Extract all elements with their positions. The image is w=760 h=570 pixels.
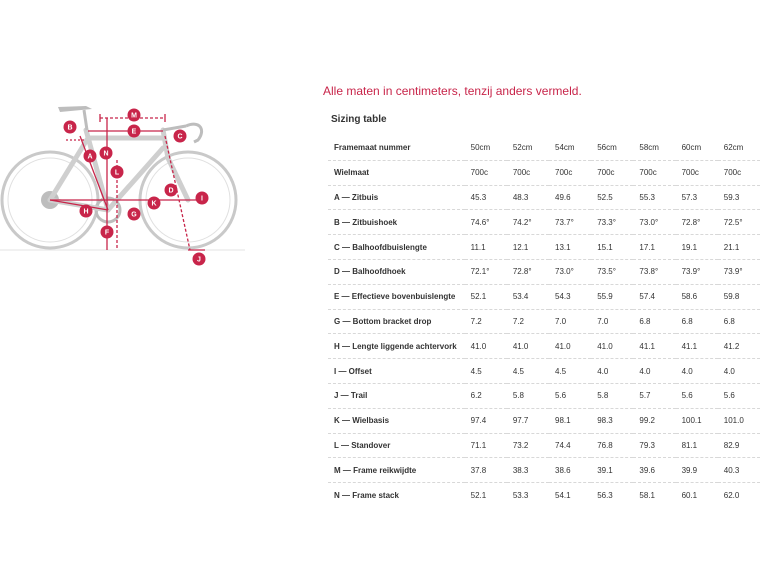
row-value: 54.3	[549, 284, 591, 309]
row-label: Wielmaat	[328, 160, 465, 185]
table-row	[328, 383, 760, 408]
row-value: 41.0	[549, 334, 591, 359]
row-label: K — Wielbasis	[328, 408, 465, 433]
row-value: 73.2	[507, 433, 549, 458]
row-value: 13.1	[549, 235, 591, 260]
row-value: 71.1	[465, 433, 507, 458]
row-value: 52.1	[465, 284, 507, 309]
row-value: 53.3	[507, 483, 549, 507]
row-value: 5.6	[718, 383, 760, 408]
row-value: 74.4	[549, 433, 591, 458]
seatpost	[84, 110, 87, 130]
row-value: 700c	[465, 160, 507, 185]
row-value: 5.8	[507, 383, 549, 408]
row-value: 19.1	[676, 235, 718, 260]
marker-h	[80, 205, 93, 218]
svg-text:F: F	[104, 229, 110, 237]
row-label: L — Standover	[328, 433, 465, 458]
row-value: 74.2°	[507, 210, 549, 235]
table-row	[328, 284, 760, 309]
row-value: 4.5	[549, 359, 591, 384]
row-value: 4.0	[676, 359, 718, 384]
table-header-row	[328, 136, 760, 160]
bike-geometry-diagram	[0, 100, 245, 270]
marker-n	[100, 147, 113, 160]
row-value: 41.1	[633, 334, 675, 359]
row-value: 40.3	[718, 458, 760, 483]
row-value: 98.1	[549, 408, 591, 433]
row-value: 700c	[591, 160, 633, 185]
row-value: 21.1	[718, 235, 760, 260]
row-value: 97.4	[465, 408, 507, 433]
row-value: 100.1	[676, 408, 718, 433]
sizing-table	[328, 136, 760, 507]
svg-text:B: B	[67, 124, 73, 132]
row-value: 72.8°	[676, 210, 718, 235]
row-value: 76.8	[591, 433, 633, 458]
row-value: 700c	[633, 160, 675, 185]
row-value: 55.9	[591, 284, 633, 309]
row-value: 39.1	[591, 458, 633, 483]
table-row	[328, 359, 760, 384]
row-value: 81.1	[676, 433, 718, 458]
row-value: 73.3°	[591, 210, 633, 235]
row-value: 41.2	[718, 334, 760, 359]
row-value: 4.0	[718, 359, 760, 384]
row-value: 6.8	[633, 309, 675, 334]
marker-g	[128, 208, 141, 221]
row-value: 72.8°	[507, 259, 549, 284]
table-row	[328, 160, 760, 185]
row-value: 54.1	[549, 483, 591, 507]
row-value: 57.3	[676, 185, 718, 210]
row-value: 73.7°	[549, 210, 591, 235]
header-size: 50cm	[470, 143, 491, 153]
table-row	[328, 458, 760, 483]
row-value: 6.8	[718, 309, 760, 334]
row-value: 6.2	[465, 383, 507, 408]
row-label: A — Zitbuis	[328, 185, 465, 210]
marker-l	[111, 166, 124, 179]
row-value: 41.0	[591, 334, 633, 359]
row-value: 39.6	[633, 458, 675, 483]
row-value: 99.2	[633, 408, 675, 433]
row-value: 60.1	[676, 483, 718, 507]
row-value: 59.3	[718, 185, 760, 210]
marker-f	[101, 226, 114, 239]
table-row	[328, 235, 760, 260]
header-size: 56cm	[597, 143, 617, 153]
table-row	[328, 309, 760, 334]
row-value: 73.0°	[633, 210, 675, 235]
row-value: 7.0	[549, 309, 591, 334]
row-value: 4.5	[507, 359, 549, 384]
row-value: 62.0	[718, 483, 760, 507]
svg-text:K: K	[151, 200, 157, 208]
row-value: 53.4	[507, 284, 549, 309]
svg-text:H: H	[83, 208, 89, 216]
row-value: 6.8	[676, 309, 718, 334]
table-row	[328, 210, 760, 235]
svg-text:A: A	[87, 153, 93, 161]
row-value: 700c	[507, 160, 549, 185]
row-value: 45.3	[465, 185, 507, 210]
bike-diagram-svg	[0, 100, 245, 270]
row-value: 49.6	[549, 185, 591, 210]
row-label: C — Balhoofdbuislengte	[328, 235, 465, 260]
svg-text:D: D	[168, 187, 174, 195]
row-value: 37.8	[465, 458, 507, 483]
table-row	[328, 334, 760, 359]
marker-a	[84, 150, 97, 163]
header-label: Framemaat nummer	[334, 143, 411, 153]
marker-i	[196, 192, 209, 205]
row-value: 11.1	[465, 235, 507, 260]
row-value: 7.2	[465, 309, 507, 334]
row-label: J — Trail	[328, 383, 465, 408]
row-value: 7.2	[507, 309, 549, 334]
row-value: 4.5	[465, 359, 507, 384]
row-value: 73.0°	[549, 259, 591, 284]
row-label: H — Lengte liggende achtervork	[328, 334, 465, 359]
sizing-table-body	[328, 136, 760, 507]
row-value: 79.3	[633, 433, 675, 458]
row-value: 41.1	[676, 334, 718, 359]
row-value: 7.0	[591, 309, 633, 334]
row-value: 74.6°	[465, 210, 507, 235]
row-value: 5.6	[676, 383, 718, 408]
row-value: 73.5°	[591, 259, 633, 284]
row-value: 15.1	[591, 235, 633, 260]
row-value: 57.4	[633, 284, 675, 309]
row-value: 41.0	[507, 334, 549, 359]
row-label: D — Balhoofdhoek	[328, 259, 465, 284]
marker-c	[174, 130, 187, 143]
row-value: 59.8	[718, 284, 760, 309]
row-value: 39.9	[676, 458, 718, 483]
row-value: 97.7	[507, 408, 549, 433]
row-value: 73.9°	[676, 259, 718, 284]
svg-text:N: N	[103, 150, 109, 158]
row-value: 5.8	[591, 383, 633, 408]
svg-text:C: C	[177, 133, 183, 141]
svg-text:M: M	[131, 112, 137, 120]
row-value: 700c	[676, 160, 718, 185]
table-row	[328, 185, 760, 210]
row-value: 52.1	[465, 483, 507, 507]
row-value: 73.9°	[718, 259, 760, 284]
row-value: 4.0	[591, 359, 633, 384]
row-value: 101.0	[718, 408, 760, 433]
row-value: 56.3	[591, 483, 633, 507]
row-value: 52.5	[591, 185, 633, 210]
header-size: 60cm	[681, 143, 702, 153]
row-value: 700c	[718, 160, 760, 185]
row-label: G — Bottom bracket drop	[328, 309, 465, 334]
row-value: 58.1	[633, 483, 675, 507]
header-size: 62cm	[723, 143, 744, 153]
table-row	[328, 483, 760, 507]
row-value: 12.1	[507, 235, 549, 260]
svg-text:I: I	[201, 195, 203, 203]
svg-text:G: G	[131, 211, 137, 219]
row-value: 48.3	[507, 185, 549, 210]
table-row	[328, 259, 760, 284]
header-size: 54cm	[555, 143, 575, 153]
saddle	[58, 106, 92, 112]
row-label: N — Frame stack	[328, 483, 465, 507]
row-value: 41.0	[465, 334, 507, 359]
row-value: 17.1	[633, 235, 675, 260]
table-row	[328, 433, 760, 458]
row-label: I — Offset	[328, 359, 465, 384]
row-value: 5.7	[633, 383, 675, 408]
row-label: B — Zitbuishoek	[328, 210, 465, 235]
marker-m	[128, 109, 141, 122]
row-value: 73.8°	[633, 259, 675, 284]
svg-text:L: L	[114, 169, 120, 177]
sizing-table-title: Sizing table	[331, 114, 387, 125]
row-label: M — Frame reikwijdte	[328, 458, 465, 483]
svg-text:J: J	[197, 256, 201, 264]
units-notice: Alle maten in centimeters, tenzij anders vermeld.	[323, 84, 582, 98]
header-size: 58cm	[639, 143, 659, 153]
row-value: 38.6	[549, 458, 591, 483]
row-value: 82.9	[718, 433, 760, 458]
row-value: 55.3	[633, 185, 675, 210]
marker-k	[148, 197, 161, 210]
row-label: E — Effectieve bovenbuislengte	[328, 284, 465, 309]
row-value: 4.0	[633, 359, 675, 384]
table-row	[328, 408, 760, 433]
marker-j	[193, 253, 206, 266]
row-value: 58.6	[676, 284, 718, 309]
marker-e	[128, 125, 141, 138]
svg-text:E: E	[131, 128, 137, 136]
row-value: 38.3	[507, 458, 549, 483]
marker-b	[64, 121, 77, 134]
row-value: 700c	[549, 160, 591, 185]
row-value: 5.6	[549, 383, 591, 408]
row-value: 72.5°	[718, 210, 760, 235]
row-value: 72.1°	[465, 259, 507, 284]
header-size: 52cm	[512, 143, 533, 153]
row-value: 98.3	[591, 408, 633, 433]
marker-d	[165, 184, 178, 197]
